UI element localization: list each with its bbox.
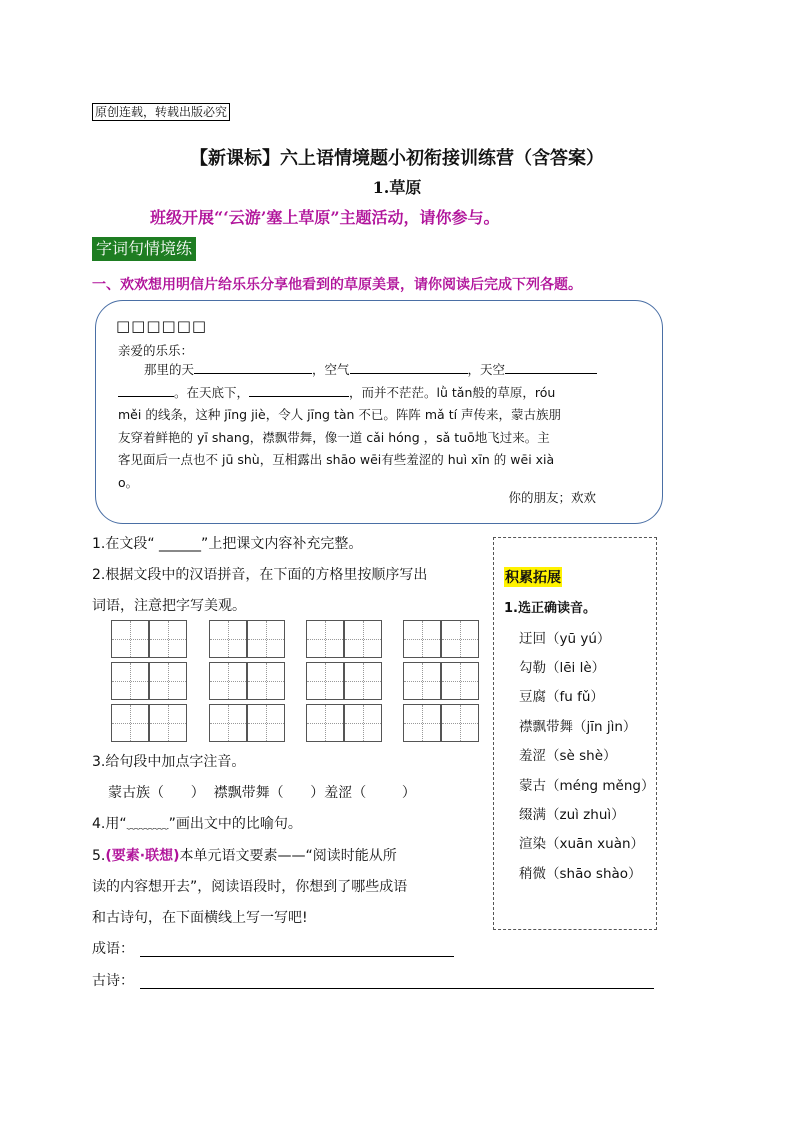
poem-answer-line[interactable] <box>140 988 654 989</box>
question-3-items: 蒙古族（ ） 襟飘带舞（ ）羞涩（ ） <box>108 785 416 801</box>
grid-cell[interactable] <box>209 620 247 658</box>
pronunciation-item: 勾勒（lēi lè） <box>519 660 606 676</box>
pronunciation-item: 豆腐（fu fǔ） <box>519 689 604 705</box>
letter-text: 友穿着鲜艳的 yī shang，襟飘带舞，像一道 cǎi hóng ，sǎ tuō地飞过来。主 <box>118 429 550 445</box>
pronunciation-item: 缀满（zuì zhuì） <box>519 807 625 823</box>
letter-text: ，空气 <box>312 362 350 377</box>
grid-cell[interactable] <box>247 620 285 658</box>
question-2-continued: 词语，注意把字写美观。 <box>92 598 246 614</box>
answer-blank[interactable] <box>350 359 468 374</box>
idiom-answer-line[interactable] <box>140 956 454 957</box>
letter-text: 那里的天 <box>144 362 195 377</box>
page-title: 【新课标】六上语情境题小初衔接训练营（含答案） <box>190 148 604 169</box>
writing-grid[interactable] <box>111 620 188 743</box>
answer-blank[interactable] <box>505 359 597 374</box>
copyright-notice: 原创连载，转载出版必究 <box>92 103 230 121</box>
letter-signature: 你的朋友；欢欢 <box>508 490 596 505</box>
postcard-letter <box>95 300 663 524</box>
section-label: 字词句情境练 <box>92 237 196 261</box>
answer-blank[interactable] <box>249 382 349 397</box>
pronunciation-item: 渲染（xuān xuàn） <box>519 836 645 852</box>
grid-cell[interactable] <box>441 620 479 658</box>
answer-blank[interactable] <box>118 382 174 397</box>
writing-grid[interactable] <box>403 620 480 743</box>
grid-cell[interactable] <box>111 662 149 700</box>
question-1: 1.在文段“ ______”上把课文内容补充完整。 <box>92 536 363 552</box>
letter-text: měi 的线条，这种 jīng jiè，令人 jīng tàn 不已。阵阵 mǎ tí 声传来，蒙古族朋 <box>118 407 562 422</box>
letter-text: ，天空 <box>467 362 506 377</box>
letter-greeting: 亲爱的乐乐： <box>118 343 194 358</box>
question-3: 3.给句段中加点字注音。 <box>92 754 246 770</box>
letter-paragraph <box>118 359 644 494</box>
question-5-line-3: 和古诗句，在下面横线上写一写吧! <box>92 910 308 926</box>
grid-cell[interactable] <box>247 662 285 700</box>
pronunciation-item: 蒙古（méng měng） <box>519 778 655 794</box>
question-2: 2.根据文段中的汉语拼音，在下面的方格里按顺序写出 <box>92 567 428 583</box>
grid-cell[interactable] <box>441 662 479 700</box>
pronunciation-item: 稍微（shāo shào） <box>519 866 642 882</box>
letter-boxes: □□□□□□ <box>116 317 208 335</box>
grid-cell[interactable] <box>344 620 382 658</box>
grid-cell[interactable] <box>149 662 187 700</box>
activity-theme: 班级开展“‘云游’塞上草原”主题活动，请你参与。 <box>150 208 500 227</box>
letter-text: 客见面后一点也不 jū shù，互相露出 shāo wēi有些羞涩的 huì xīn 的 wēi xià <box>118 452 555 467</box>
letter-text: ，而并不茫茫。lǜ tǎn般的草原，róu <box>349 384 556 400</box>
letter-text: 。在天底下， <box>174 384 250 400</box>
grid-cell[interactable] <box>344 704 382 742</box>
grid-cell[interactable] <box>149 704 187 742</box>
grid-cell[interactable] <box>306 662 344 700</box>
pronunciation-item: 羞涩（sè shè） <box>519 748 617 764</box>
sidebar-heading: 积累拓展 <box>504 567 562 587</box>
question-5-tag: (要素·联想) <box>105 848 180 864</box>
grid-cell[interactable] <box>403 620 441 658</box>
letter-text: o。 <box>118 474 139 490</box>
grid-cell[interactable] <box>247 704 285 742</box>
grid-cell[interactable] <box>403 704 441 742</box>
grid-cell[interactable] <box>149 620 187 658</box>
grid-cell[interactable] <box>306 704 344 742</box>
grid-cell[interactable] <box>111 620 149 658</box>
writing-grid[interactable] <box>306 620 383 743</box>
question-5 <box>92 846 397 866</box>
sidebar-subheading: 1.选正确读音。 <box>504 601 596 616</box>
writing-grid[interactable] <box>209 620 286 743</box>
grid-cell[interactable] <box>403 662 441 700</box>
poem-label: 古诗： <box>92 973 134 989</box>
grid-cell[interactable] <box>111 704 149 742</box>
grid-cell[interactable] <box>344 662 382 700</box>
question-4: 4.用“﹏﹏﹏”画出文中的比喻句。 <box>92 816 302 832</box>
grid-cell[interactable] <box>306 620 344 658</box>
question-one: 一、欢欢想用明信片给乐乐分享他看到的草原美景，请你阅读后完成下列各题。 <box>92 277 582 293</box>
question-5-text: 本单元语文要素——“阅读时能从所 <box>179 848 397 864</box>
accumulation-sidebar <box>493 537 657 930</box>
grid-cell[interactable] <box>441 704 479 742</box>
grid-cell[interactable] <box>209 662 247 700</box>
idiom-label: 成语： <box>92 941 134 957</box>
pronunciation-item: 襟飘带舞（jīn jìn） <box>519 719 637 735</box>
lesson-title: 1.草原 <box>372 178 422 197</box>
pronunciation-item: 迂回（yū yú） <box>519 631 611 647</box>
answer-blank[interactable] <box>194 359 312 374</box>
grid-cell[interactable] <box>209 704 247 742</box>
question-5-line-2: 读的内容想开去”，阅读语段时，你想到了哪些成语 <box>92 879 408 895</box>
question-5-number: 5. <box>92 848 106 864</box>
